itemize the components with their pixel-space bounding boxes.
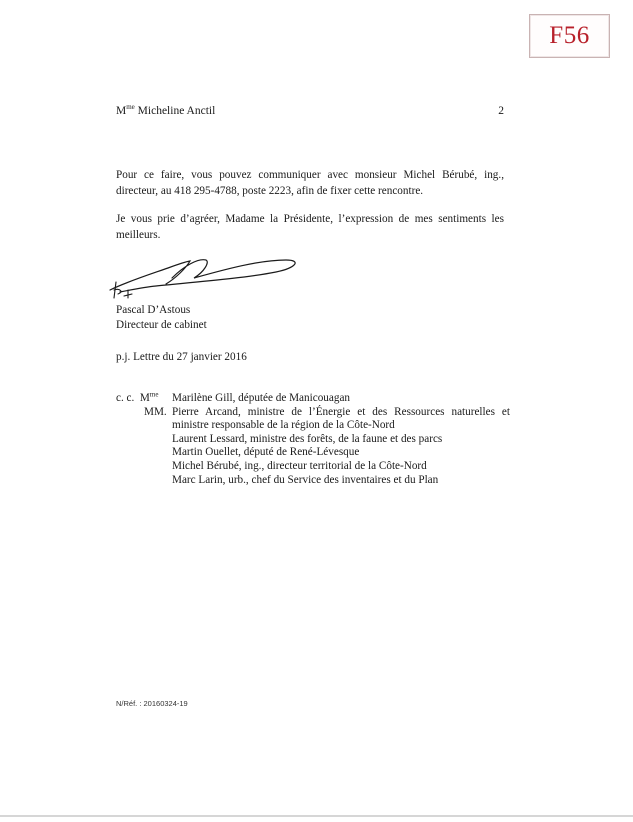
- cc-recipient: Pierre Arcand, ministre de l’Énergie et des Ressources naturelles et ministre responsable de la région de la Côte-Nord: [172, 405, 510, 432]
- cc-group-title: MM.: [144, 405, 167, 418]
- cc-group-row: [116, 406, 510, 433]
- cc-recipient: Marc Larin, urb., chef du Service des inventaires et du Plan: [172, 473, 439, 486]
- cc-label: c. c.: [116, 392, 135, 404]
- reference-number: N/Réf. : 20160324-19: [116, 699, 188, 708]
- cc-first-row: [116, 392, 510, 406]
- stamp-label: F56: [549, 22, 590, 49]
- cc-recipient: Michel Bérubé, ing., directeur territorial de la Côte-Nord: [172, 459, 427, 472]
- signature-block: [116, 303, 207, 332]
- handwritten-signature: [106, 252, 306, 304]
- attachment-line: p.j. Lettre du 27 janvier 2016: [116, 351, 247, 363]
- cc-first-title: M: [139, 392, 150, 404]
- recipient-name: Micheline Anctil: [137, 105, 216, 117]
- cc-first-title-sup: me: [149, 390, 159, 399]
- letter-header: [116, 105, 504, 117]
- page-bottom-edge: [0, 815, 633, 817]
- recipient-title-sup: me: [126, 103, 135, 112]
- cc-prefix: [116, 392, 172, 406]
- cc-recipient: Marilène Gill, députée de Manicouagan: [172, 392, 351, 404]
- recipient-line: [116, 105, 215, 117]
- body-paragraph-1: Pour ce faire, vous pouvez communiquer avec monsieur Michel Bérubé, ing., directeur, au 418 295-4788, poste 2223, afin de fixer cette rencontre.: [116, 169, 504, 197]
- document-stamp: [529, 14, 610, 58]
- signatory-name: Pascal D’Astous: [116, 304, 191, 316]
- recipient-title: M: [116, 105, 127, 117]
- cc-recipient: Martin Ouellet, député de René-Lévesque: [172, 446, 360, 459]
- cc-recipient: Laurent Lessard, ministre des forêts, de la faune et des parcs: [172, 432, 443, 445]
- signatory-title: Directeur de cabinet: [116, 318, 207, 331]
- copy-recipients: [116, 392, 510, 487]
- page-number: 2: [498, 105, 504, 117]
- body-paragraph-2: Je vous prie d’agréer, Madame la Présidente, l’expression de mes sentiments les meilleurs.: [116, 213, 504, 241]
